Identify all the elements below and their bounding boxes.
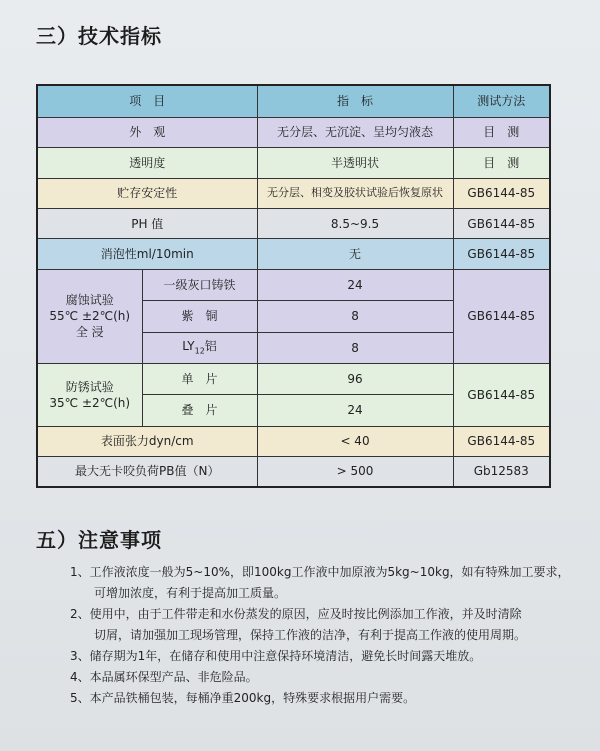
header-spec: 指 标 <box>257 85 453 117</box>
row-method: GB6144-85 <box>453 426 550 456</box>
table-row-rust-1 <box>37 363 550 394</box>
note-line: 4、本品属环保型产品、非危险品。 <box>70 670 258 684</box>
table-row-appearance <box>37 117 550 147</box>
row-item: 贮存安定性 <box>37 178 257 208</box>
table-row-corrosion-1 <box>37 269 550 300</box>
header-item: 项 目 <box>37 85 257 117</box>
tech-spec-table <box>36 84 551 488</box>
row-item: 表面张力dyn/cm <box>37 426 257 456</box>
row-spec: 半透明状 <box>257 148 453 178</box>
rust-temp: 35℃ ±2℃(h) <box>49 395 131 410</box>
header-method: 测试方法 <box>453 85 550 117</box>
row-spec: < 40 <box>257 426 453 456</box>
rust-material: 单 片 <box>142 363 257 394</box>
corrosion-material: 紫 铜 <box>142 301 257 332</box>
row-spec: 无 <box>257 239 453 269</box>
corrosion-value: 24 <box>257 269 453 300</box>
corrosion-material <box>142 332 257 363</box>
row-method: Gb12583 <box>453 457 550 487</box>
material-suffix: 铝 <box>204 339 217 354</box>
note-line: 可增加浓度，有利于提高加工质量。 <box>70 586 287 600</box>
corrosion-mode: 全 浸 <box>75 325 104 340</box>
row-spec: 8.5~9.5 <box>257 209 453 239</box>
row-spec: 无分层、相变及胶状试验后恢复原状 <box>257 178 453 208</box>
note-line: 3、储存期为1年，在储存和使用中注意保持环境清洁，避免长时间露天堆放。 <box>70 649 482 663</box>
table-row-tension <box>37 426 550 456</box>
note-line: 2、使用中，由于工件带走和水份蒸发的原因，应及时按比例添加工作液，并及时清除 <box>70 607 522 621</box>
corrosion-value: 8 <box>257 301 453 332</box>
row-spec: 无分层、无沉淀、呈均匀液态 <box>257 117 453 147</box>
rust-method: GB6144-85 <box>453 363 550 426</box>
table-header-row <box>37 85 550 117</box>
corrosion-material: 一级灰口铸铁 <box>142 269 257 300</box>
rust-label: 防锈试验 <box>65 379 114 394</box>
row-item: 最大无卡咬负荷PB值（N） <box>37 457 257 487</box>
rust-item <box>37 363 142 426</box>
row-item: 透明度 <box>37 148 257 178</box>
note-line: 1、工作液浓度一般为5~10%，即100kg工作液中加原液为5kg~10kg，如有特殊加工要求， <box>70 565 570 579</box>
material-prefix: LY <box>182 339 195 354</box>
corrosion-value: 8 <box>257 332 453 363</box>
corrosion-item <box>37 269 142 363</box>
table-row-storage <box>37 178 550 208</box>
material-subscript: 12 <box>194 346 205 356</box>
corrosion-method: GB6144-85 <box>453 269 550 363</box>
corrosion-label: 腐蚀试验 <box>65 293 114 308</box>
row-item: PH 值 <box>37 209 257 239</box>
rust-value: 96 <box>257 363 453 394</box>
row-item: 外 观 <box>37 117 257 147</box>
rust-value: 24 <box>257 395 453 426</box>
table-row-pb <box>37 457 550 487</box>
row-method: GB6144-85 <box>453 209 550 239</box>
notes-list <box>70 562 580 709</box>
note-line: 切屑，请加强加工现场管理，保持工作液的洁净，有利于提高工作液的使用周期。 <box>70 628 527 642</box>
table-row-defoam <box>37 239 550 269</box>
rust-material: 叠 片 <box>142 395 257 426</box>
note-line: 5、本产品铁桶包装，每桶净重200kg，特殊要求根据用户需要。 <box>70 691 416 705</box>
row-method: 目 测 <box>453 117 550 147</box>
section-title-notes: 五）注意事项 <box>36 528 162 552</box>
row-item: 消泡性ml/10min <box>37 239 257 269</box>
table-row-ph <box>37 209 550 239</box>
table-row-transparency <box>37 148 550 178</box>
corrosion-temp: 55℃ ±2℃(h) <box>49 309 131 324</box>
row-method: GB6144-85 <box>453 178 550 208</box>
row-method: 目 测 <box>453 148 550 178</box>
section-title-tech-specs: 三）技术指标 <box>36 24 162 48</box>
row-spec: > 500 <box>257 457 453 487</box>
row-method: GB6144-85 <box>453 239 550 269</box>
